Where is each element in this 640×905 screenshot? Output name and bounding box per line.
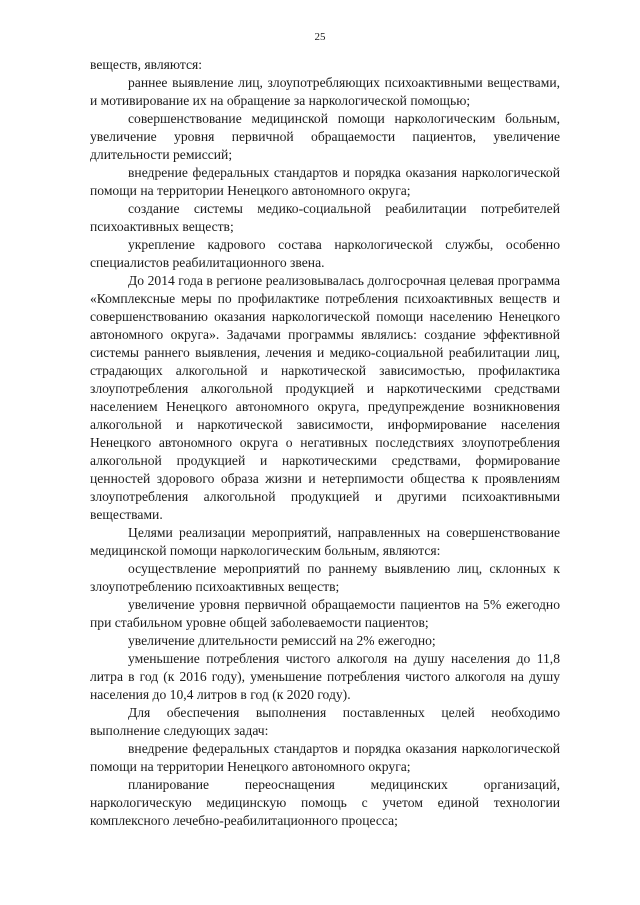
page-number: 25 — [314, 31, 326, 43]
paragraph: раннее выявление лиц, злоупотребляющих психоактивными веществами, и мотивирование их на обращение за наркологической помощью; — [90, 75, 560, 108]
paragraph: веществ, являются: — [90, 57, 203, 72]
paragraph: До 2014 года в регионе реализовывалась долгосрочная целевая программа «Комплексные меры по профилактике потребления психоактивных веществ и совершенствованию оказания наркологической помощи населению Ненецкого автономного округа». Задачами программы являлись: создание эффективной системы раннего выявления, лечения и медико-социальной реабилитации лиц, страдающих алкогольной и наркотической зависимостью, профилактика злоупотребления алкогольной продукцией и наркотическими средствами населением Ненецкого автономного округа, предупреждение возникновения алкогольной и наркотической зависимости, информирование населения Ненецкого автономного округа о негативных последствиях злоупотребления алкогольной продукцией и наркотическими средствами, формирование ценностей здорового образа жизни и нетерпимости общества к проявлениям злоупотребления алкогольной продукцией и другими психоактивными веществами. — [90, 273, 560, 522]
paragraph: совершенствование медицинской помощи наркологическим больным, увеличение уровня первичной обращаемости пациентов, увеличение длительности ремиссий; — [90, 111, 560, 162]
paragraph: внедрение федеральных стандартов и порядка оказания наркологической помощи на территории Ненецкого автономного округа; — [90, 741, 560, 774]
paragraph: создание системы медико-социальной реабилитации потребителей психоактивных веществ; — [90, 201, 560, 234]
paragraph: планирование переоснащения медицинских организаций, наркологическую медицинскую помощь с учетом единой технологии комплексного лечебно-реабилитационного процесса; — [90, 777, 560, 828]
paragraph: уменьшение потребления чистого алкоголя на душу населения до 11,8 литра в год (к 2016 году), уменьшение потребления чистого алкоголя на душу населения до 10,4 литров в год (к 2020 году). — [90, 651, 560, 702]
paragraph: Для обеспечения выполнения поставленных целей необходимо выполнение следующих задач: — [90, 705, 560, 738]
paragraph: укрепление кадрового состава наркологической службы, особенно специалистов реабилитационного звена. — [90, 237, 560, 270]
paragraph: осуществление мероприятий по раннему выявлению лиц, склонных к злоупотреблению психоактивных веществ; — [90, 561, 560, 594]
document-body — [90, 56, 560, 830]
paragraph: внедрение федеральных стандартов и порядка оказания наркологической помощи на территории Ненецкого автономного округа; — [90, 165, 560, 198]
paragraph: Целями реализации мероприятий, направленных на совершенствование медицинской помощи наркологическим больным, являются: — [90, 525, 560, 558]
paragraph: увеличение длительности ремиссий на 2% ежегодно; — [128, 633, 436, 648]
paragraph: увеличение уровня первичной обращаемости пациентов на 5% ежегодно при стабильном уровне общей заболеваемости пациентов; — [90, 597, 560, 630]
